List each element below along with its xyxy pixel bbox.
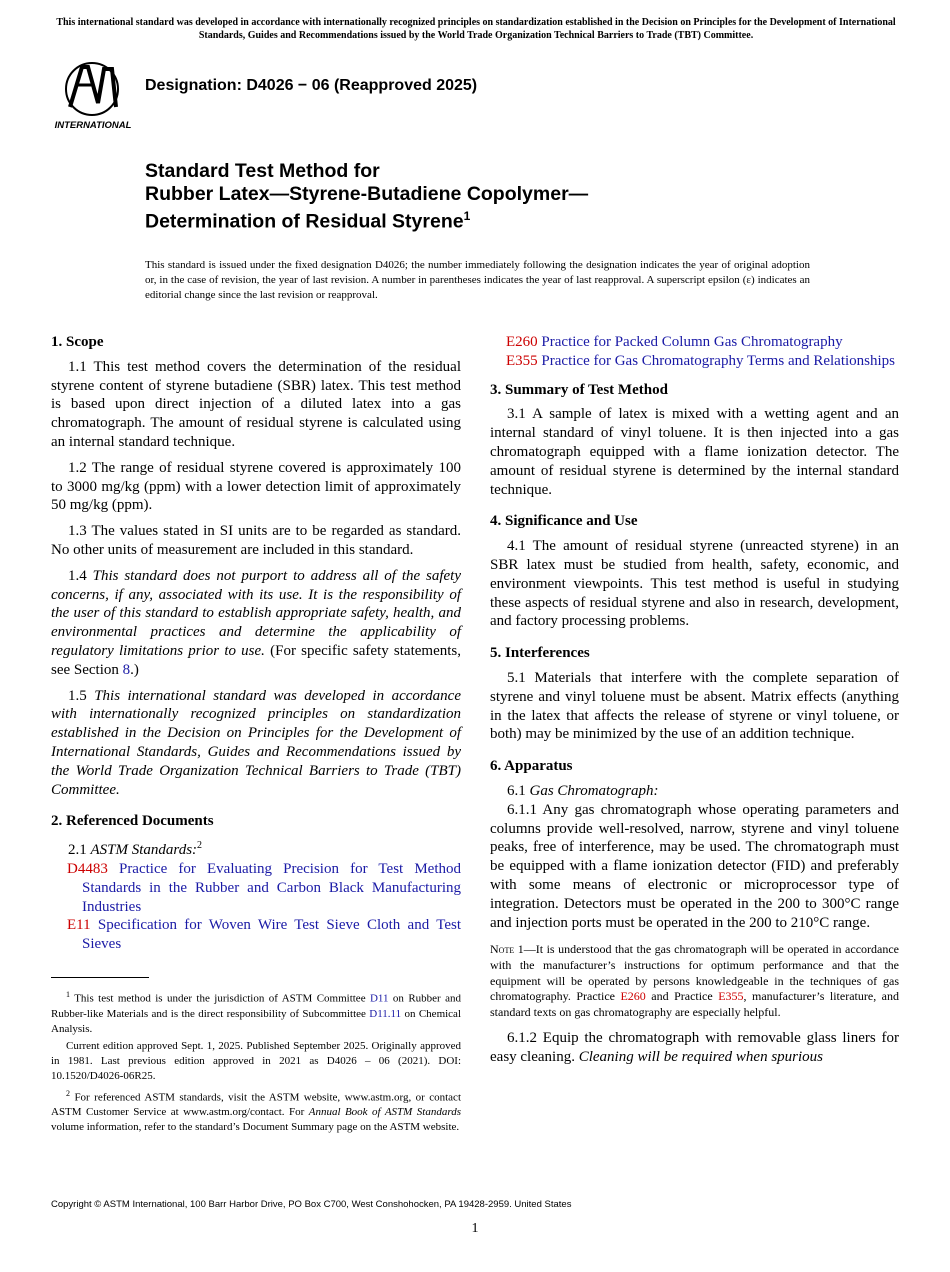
note-1-text-b: and Practice (645, 989, 719, 1004)
para-3-1: 3.1 A sample of latex is mixed with a wetting agent and an internal standard of vinyl toluene. It is then injected into a gas chromatograph equipped with a flame ionization detector. The amount of residual styrene is determined by the internal standard technique. (490, 406, 899, 498)
right-column (490, 333, 899, 1080)
para-1-1: 1.1 This test method covers the determination of the residual styrene content of styrene butadiene (SBR) latex. This test method is based upon direct injection of a diluted latex into a gas chromatograph. The amount of residual styrene is calculated using an internal standard technique. (51, 358, 461, 450)
para-1-3: 1.3 The values stated in SI units are to be regarded as standard. No other units of measurement are included in this standard. (51, 523, 461, 558)
para-6-1-italic: Gas Chromatograph: (529, 782, 659, 799)
ref-title[interactable]: Practice for Packed Column Gas Chromatography (537, 334, 843, 350)
footnote-2-text-a: For referenced ASTM standards, visit the ASTM website, www.astm.org, or contact ASTM Customer Service at www.astm.org/contact. For (51, 1091, 461, 1119)
footnote-2-mark-bottom: 2 (66, 1088, 70, 1098)
committee-d11-link[interactable]: D11 (369, 992, 389, 1005)
top-notice: This international standard was developed in accordance with internationally recognized principles on standardization established in the Decision on Principles for the Development of International Standards, Guides and Recommendations issued by the World Trade Organization Technical Barriers to Trade (TBT) Committee. (56, 17, 896, 41)
ref-title[interactable]: Specification for Woven Wire Test Sieve Cloth and Test Sieves (82, 917, 461, 953)
title-line-2: Rubber Latex—Styrene-Butadiene Copolymer— (145, 182, 589, 205)
para-2-1 (51, 837, 461, 860)
footnote-divider (51, 977, 149, 978)
para-6-1-2-text: 6.1.2 Equip the chromatograph with removable glass liners for easy cleaning. (490, 1030, 899, 1066)
section-significance (490, 512, 899, 631)
ref-e355[interactable] (490, 352, 899, 371)
section-scope (51, 333, 461, 799)
footnote-2-mark[interactable]: 2 (197, 840, 203, 852)
ref-d4483[interactable] (51, 860, 461, 916)
section-referenced-documents (51, 812, 461, 954)
footnotes (51, 987, 461, 1137)
title-line-3 (145, 205, 588, 233)
para-1-4-italic: This standard does not purport to address all of the safety concerns, if any, associated with its use. It is the responsibility of the user of this standard to establish appropriate safety, health, and environmental practices and determine the applicability of regulatory limitations prior to use. (51, 567, 462, 659)
heading-interferences: 5. Interferences (490, 645, 590, 662)
ref-code[interactable]: E11 (67, 917, 91, 934)
ref-e11[interactable] (51, 916, 461, 954)
heading-significance: 4. Significance and Use (490, 513, 638, 530)
designation: Designation: D4026 − 06 (Reapproved 2025) (145, 77, 478, 94)
para-1-4-tail: (For specific safety statements, see Section (51, 642, 461, 678)
note-1 (490, 942, 899, 1020)
issuance-statement: This standard is issued under the fixed designation D4026; the number immediately following the designation indicates the year of original adoption or, in the case of revision, the year of last revision. A number in parentheses indicates the year of last reapproval. A superscript epsilon (ε) indicates an editorial change since the last revision or reapproval. (145, 259, 810, 301)
astm-logo (52, 57, 134, 131)
copyright: Copyright © ASTM International, 100 Barr Harbor Drive, PO Box C700, West Conshohocken, PA 19428-2959. United States (51, 1199, 572, 1210)
para-1-2: 1.2 The range of residual styrene covered is approximately 100 to 3000 mg/kg (ppm) with a lower detection limit of approximately 50 mg/kg (ppm). (51, 459, 461, 514)
footnote-2 (51, 1086, 461, 1136)
title-line-3-text: Determination of Residual Styrene (145, 210, 464, 233)
footnote-2-italic: Annual Book of ASTM Standards (308, 1106, 461, 1119)
section-apparatus (490, 757, 899, 1067)
footnote-1-text-b: on Rubber and Rubber-like Materials and is the direct responsibility of Subcommittee (51, 992, 462, 1020)
logo-brand-text: INTERNATIONAL (54, 120, 132, 131)
page-number: 1 (471, 1221, 479, 1236)
note-e355-link[interactable]: E355 (718, 989, 744, 1004)
left-column (51, 333, 461, 967)
section-8-link[interactable]: 8 (122, 661, 131, 678)
edition-note: Current edition approved Sept. 1, 2025. Published September 2025. Originally approved in 1981. Last previous edition approved in 2021 as D4026 – 06 (2021). DOI: 10.1520/D4026-06R25. (51, 1039, 461, 1082)
section-summary (490, 381, 899, 500)
heading-scope: 1. Scope (51, 334, 104, 350)
para-1-4-num: 1.4 (68, 567, 93, 584)
ref-code[interactable]: E355 (506, 352, 538, 369)
para-1-4 (51, 567, 461, 680)
heading-apparatus: 6. Apparatus (490, 758, 573, 775)
para-1-4-tail-end: .) (130, 661, 139, 678)
note-e260-link[interactable]: E260 (620, 989, 646, 1004)
para-6-1-num: 6.1 (507, 782, 530, 799)
para-6-1-2-italic: Cleaning will be required when spurious (578, 1049, 824, 1066)
footnote-1-mark: 1 (66, 990, 70, 999)
footnote-1-text-c: on Chemical Analysis. (51, 1007, 461, 1035)
referenced-continued (490, 333, 899, 371)
ref-title[interactable]: Practice for Evaluating Precision for Test Method Standards in the Rubber and Carbon Black Manufacturing Industries (82, 860, 461, 915)
para-5-1: 5.1 Materials that interfere with the complete separation of styrene and vinyl toluene must be absent. Matrix effects (anything in the latex that affects the release of styrene or vinyl toluene, or both) may be minimized by the use of an addition technique. (490, 669, 899, 743)
para-2-1-num: 2.1 (68, 842, 91, 859)
para-1-5-num: 1.5 (68, 687, 95, 704)
note-1-label: Note 1 (490, 942, 524, 957)
para-1-5-italic: This international standard was developed in accordance with internationally recognized principles on standardization established in the Decision on Principles for the Development of International Standards, Guides and Recommendations issued by the World Trade Organization Technical Barriers to Trade (TBT) Committee. (51, 687, 461, 798)
note-1-text-c: , manufacturer’s literature, and standard texts on gas chromatography are especially helpful. (490, 989, 899, 1019)
note-1-text-a: —It is understood that the gas chromatograph will be operated in accordance with the manufacturer’s instructions for optimum performance and that the equipment will be operated by persons knowledgeable in the techniques of gas chromatography. Practice (490, 942, 900, 1004)
para-2-1-italic: ASTM Standards: (90, 842, 198, 859)
document-title (145, 160, 588, 233)
para-6-1-2 (490, 1029, 899, 1067)
ref-e260[interactable] (490, 333, 899, 352)
heading-referenced-documents: 2. Referenced Documents (51, 813, 214, 830)
footnote-1 (51, 987, 461, 1037)
footnote-1-text-a: This test method is under the jurisdiction of ASTM Committee (70, 992, 370, 1005)
section-interferences (490, 644, 899, 744)
ref-code[interactable]: E260 (506, 334, 538, 350)
heading-summary: 3. Summary of Test Method (490, 381, 668, 398)
subcommittee-d11-11-link[interactable]: D11.11 (369, 1007, 402, 1020)
para-1-5 (51, 687, 461, 800)
para-4-1: 4.1 The amount of residual styrene (unreacted styrene) in an SBR latex must be studied from health, safety, economic, and environment viewpoints. This test method is useful in studying these aspects of residual styrene and also in research, development, and factory processing problems. (490, 538, 899, 630)
ref-code[interactable]: D4483 (67, 860, 108, 877)
ref-title[interactable]: Practice for Gas Chromatography Terms and Relationships (537, 352, 896, 369)
title-footnote-mark[interactable]: 1 (463, 209, 471, 223)
footnote-2-text-b: volume information, refer to the standard’s Document Summary page on the ASTM website. (51, 1121, 460, 1134)
title-line-1: Standard Test Method for (145, 160, 380, 182)
para-6-1 (490, 782, 899, 801)
para-6-1-1: 6.1.1 Any gas chromatograph whose operating parameters and columns provide well-resolved, narrow, styrene and vinyl toluene peaks, free of interference, may be used. The chromatograph must be equipped with a flame ionization detector (FID) and preferably with some means of electronic or microprocessor type of integration. Detectors must be operated in the 200 to 300°C range and injection ports must be operated in the 200 to 210°C range. (490, 801, 899, 931)
astm-logo-icon (52, 57, 134, 131)
